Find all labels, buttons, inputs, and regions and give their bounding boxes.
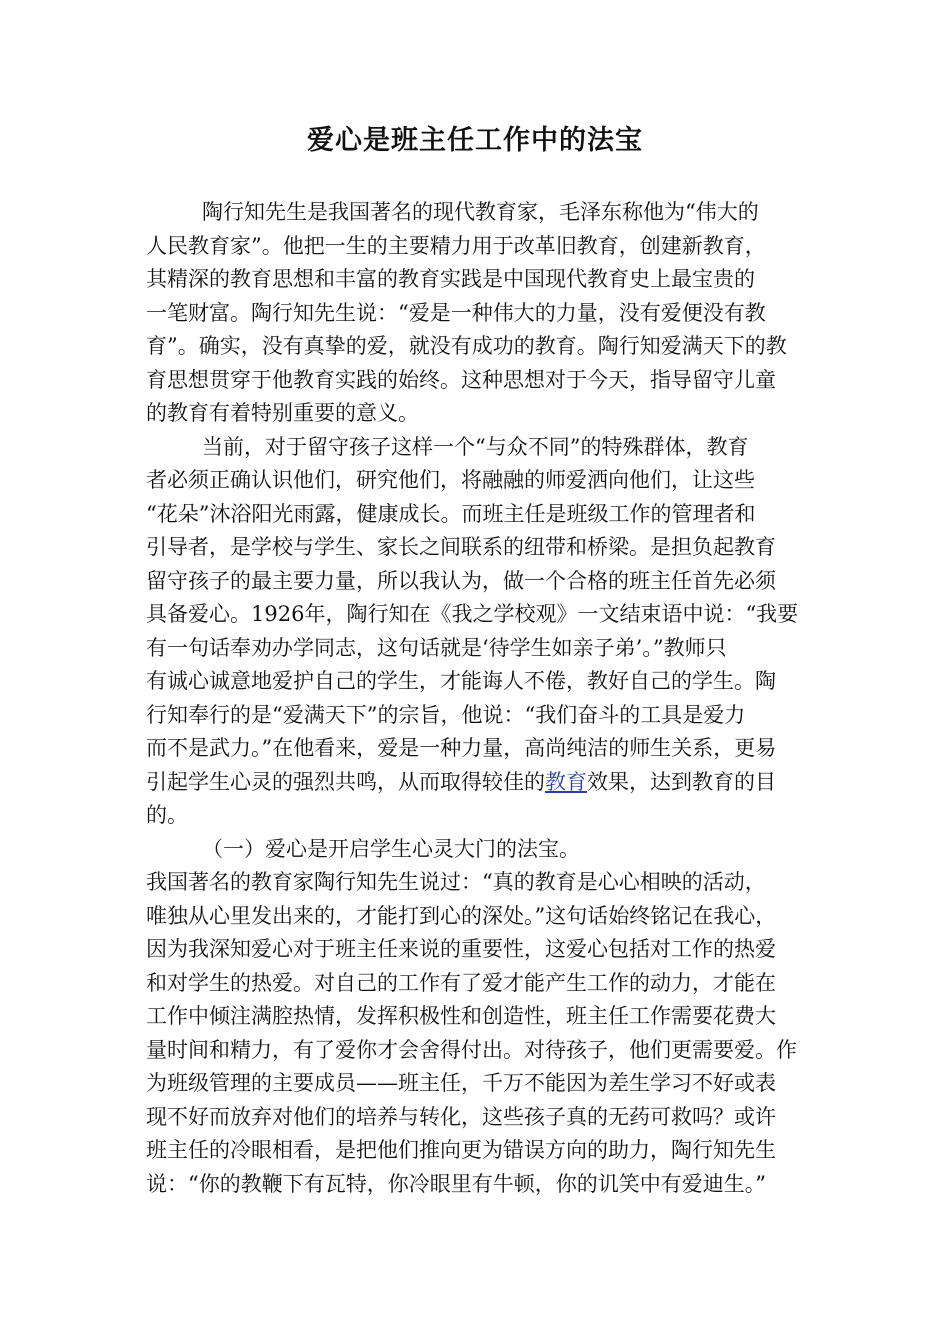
text-line: 育思想贯穿于他教育实践的始终。这种思想对于今天，指导留守儿童 <box>146 367 776 392</box>
text-line: 因为我深知爱心对于班主任来说的重要性，这爱心包括对工作的热爱 <box>146 937 776 961</box>
text-line: （一）爱心是开启学生心灵大门的法宝。 <box>202 836 580 861</box>
text-line: 留守孩子的最主要力量，所以我认为，做一个合格的班主任首先必须 <box>146 568 776 593</box>
text-line: 引导者，是学校与学生、家长之间联系的纽带和桥梁。是担负起教育 <box>146 535 776 559</box>
text-line: 行知奉行的是“爱满天下”的宗旨，他说：“我们奋斗的工具是爱力 <box>146 702 746 727</box>
text-line: 有一句话奉劝办学同志，这句话就是‘待学生如亲子弟’。”教师只 <box>146 635 727 660</box>
text-line: “花朵”沐浴阳光雨露，健康成长。而班主任是班级工作的管理者和 <box>146 501 756 526</box>
text-line: 人民教育家”。他把一生的主要精力用于改革旧教育，创建新教育， <box>146 233 766 258</box>
text-line: 的教育有着特别重要的意义。 <box>146 401 419 425</box>
text-line: 和对学生的热爱。对自己的工作有了爱才能产生工作的动力，才能在 <box>146 970 776 995</box>
document-body <box>146 196 811 1201</box>
text-line: 现不好而放弃对他们的培养与转化，这些孩子真的无药可救吗？或许 <box>146 1104 776 1129</box>
text-line: 班主任的冷眼相看，是把他们推向更为错误方向的助力，陶行知先生 <box>146 1138 776 1162</box>
text-line: 一笔财富。陶行知先生说：“爱是一种伟大的力量，没有爱便没有教 <box>146 300 766 325</box>
text-line: 量时间和精力，有了爱你才会舍得付出。对待孩子，他们更需要爱。作 <box>146 1037 797 1062</box>
text-line: 陶行知先生是我国著名的现代教育家，毛泽东称他为“伟大的 <box>202 200 759 224</box>
text-line: 而不是武力。”在他看来，爱是一种力量，高尚纯洁的师生关系，更易 <box>146 736 777 760</box>
text-segment: 效果，达到教育的目 <box>587 769 776 794</box>
document-title: 爱心是班主任工作中的法宝 <box>307 125 643 156</box>
text-line: 其精深的教育思想和丰富的教育实践是中国现代教育史上最宝贵的 <box>146 267 755 291</box>
text-line: 工作中倾注满腔热情，发挥积极性和创造性，班主任工作需要花费大 <box>146 1004 776 1028</box>
education-link[interactable]: 教育 <box>545 769 587 794</box>
text-line: 有诚心诚意地爱护自己的学生，才能诲人不倦，教好自己的学生。陶 <box>146 669 776 693</box>
text-line: 的。 <box>146 803 188 827</box>
text-line: 为班级管理的主要成员——班主任，千万不能因为差生学习不好或表 <box>146 1071 776 1095</box>
text-line: 我国著名的教育家陶行知先生说过：“真的教育是心心相映的活动， <box>146 870 766 894</box>
text-line: 育”。确实，没有真挚的爱，就没有成功的教育。陶行知爱满天下的教 <box>146 334 787 358</box>
text-segment: 引起学生心灵的强烈共鸣，从而取得较佳的 <box>146 769 545 794</box>
text-line-with-link <box>146 766 811 800</box>
text-line: 具备爱心。1926年，陶行知在《我之学校观》一文结束语中说：“我要 <box>146 602 799 626</box>
text-line: 当前，对于留守孩子这样一个“与众不同”的特殊群体，教育 <box>202 434 749 459</box>
text-line: 者必须正确认识他们，研究他们，将融融的师爱洒向他们，让这些 <box>146 468 755 492</box>
text-line: 说：“你的教鞭下有瓦特，你冷眼里有牛顿，你的讥笑中有爱迪生。” <box>146 1171 766 1196</box>
text-line: 唯独从心里发出来的，才能打到心的深处。”这句话始终铭记在我心， <box>146 903 777 928</box>
